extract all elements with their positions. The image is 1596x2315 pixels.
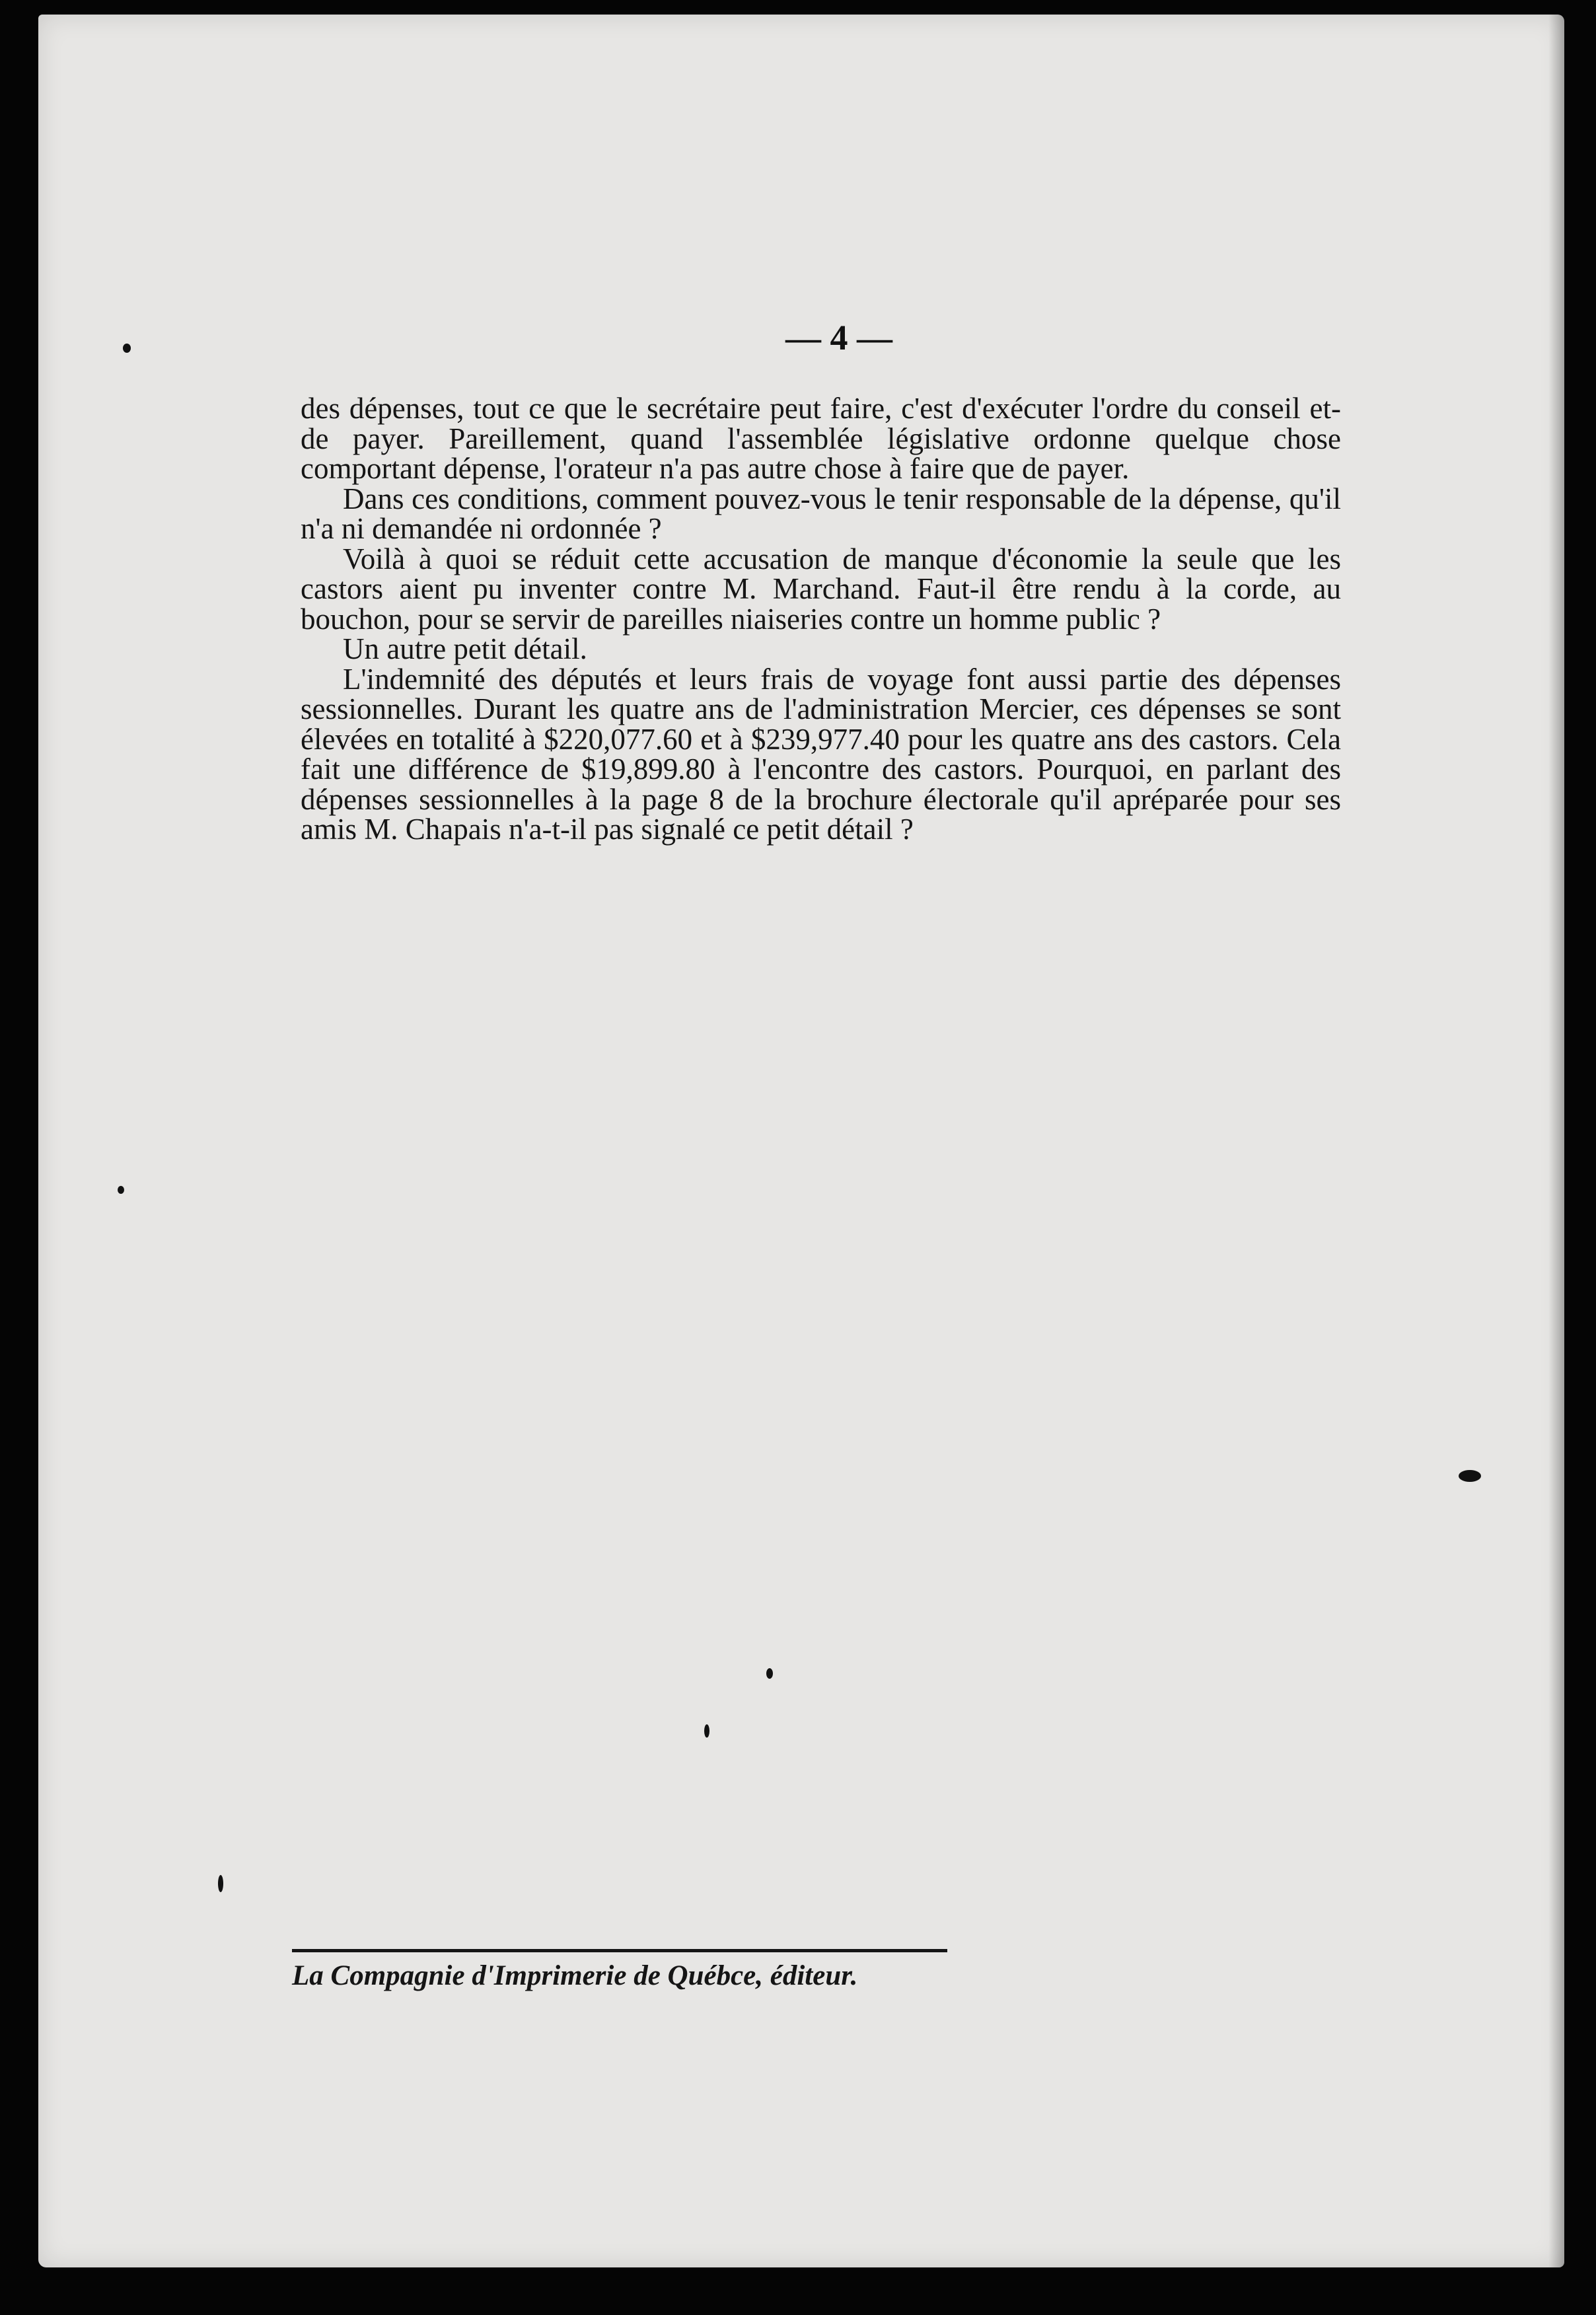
imprint-line: La Compagnie d'Imprimerie de Québce, éditeur. — [292, 1960, 858, 1991]
ink-speck — [1459, 1470, 1481, 1482]
ink-speck — [118, 1186, 124, 1194]
ink-speck — [123, 344, 131, 353]
footer-rule — [292, 1949, 947, 1952]
paragraph: Dans ces conditions, comment pouvez-vous le tenir responsable de la dépense, qu'il n'a ni demandée ni ordonnée ? — [301, 482, 1341, 545]
paragraph-continuation: des dépenses, tout ce que le secrétaire peut faire, c'est d'exécuter l'ordre du conseil et-de payer. Pareillement, quand l'assemblée législative ordonne quelque chose comportant dépense, l'orateur n'a pas autre chose à faire que de payer. — [301, 392, 1341, 485]
paragraph: L'indemnité des députés et leurs frais de voyage font aussi partie des dépenses sessionnelles. Durant les quatre ans de l'administration Mercier, ces dépenses se sont élevées en totalité à $220,077.60 et à $239,977.40 pour les quatre ans des castors. Cela fait une différence de $19,899.80 à l'encontre des castors. Pourquoi, en parlant des dépenses sessionnelles à la page 8 de la brochure électorale qu'il apréparée pour ses amis M. Chapais n'a-t-il pas signalé ce petit détail ? — [301, 662, 1341, 846]
ink-speck — [704, 1724, 709, 1738]
body-text — [301, 394, 1341, 845]
ink-speck — [766, 1668, 773, 1679]
paragraph: Voilà à quoi se réduit cette accusation de manque d'économie la seule que les castors aient pu inventer contre M. Marchand. Faut-il être rendu à la corde, au bouchon, pour se servir de pareilles niaiseries contre un homme public ? — [301, 542, 1341, 636]
page-edge-shadow — [1548, 15, 1564, 2267]
ink-speck — [218, 1875, 223, 1892]
paragraph: Un autre petit détail. — [343, 632, 587, 665]
page-number: — 4 — — [785, 318, 892, 357]
